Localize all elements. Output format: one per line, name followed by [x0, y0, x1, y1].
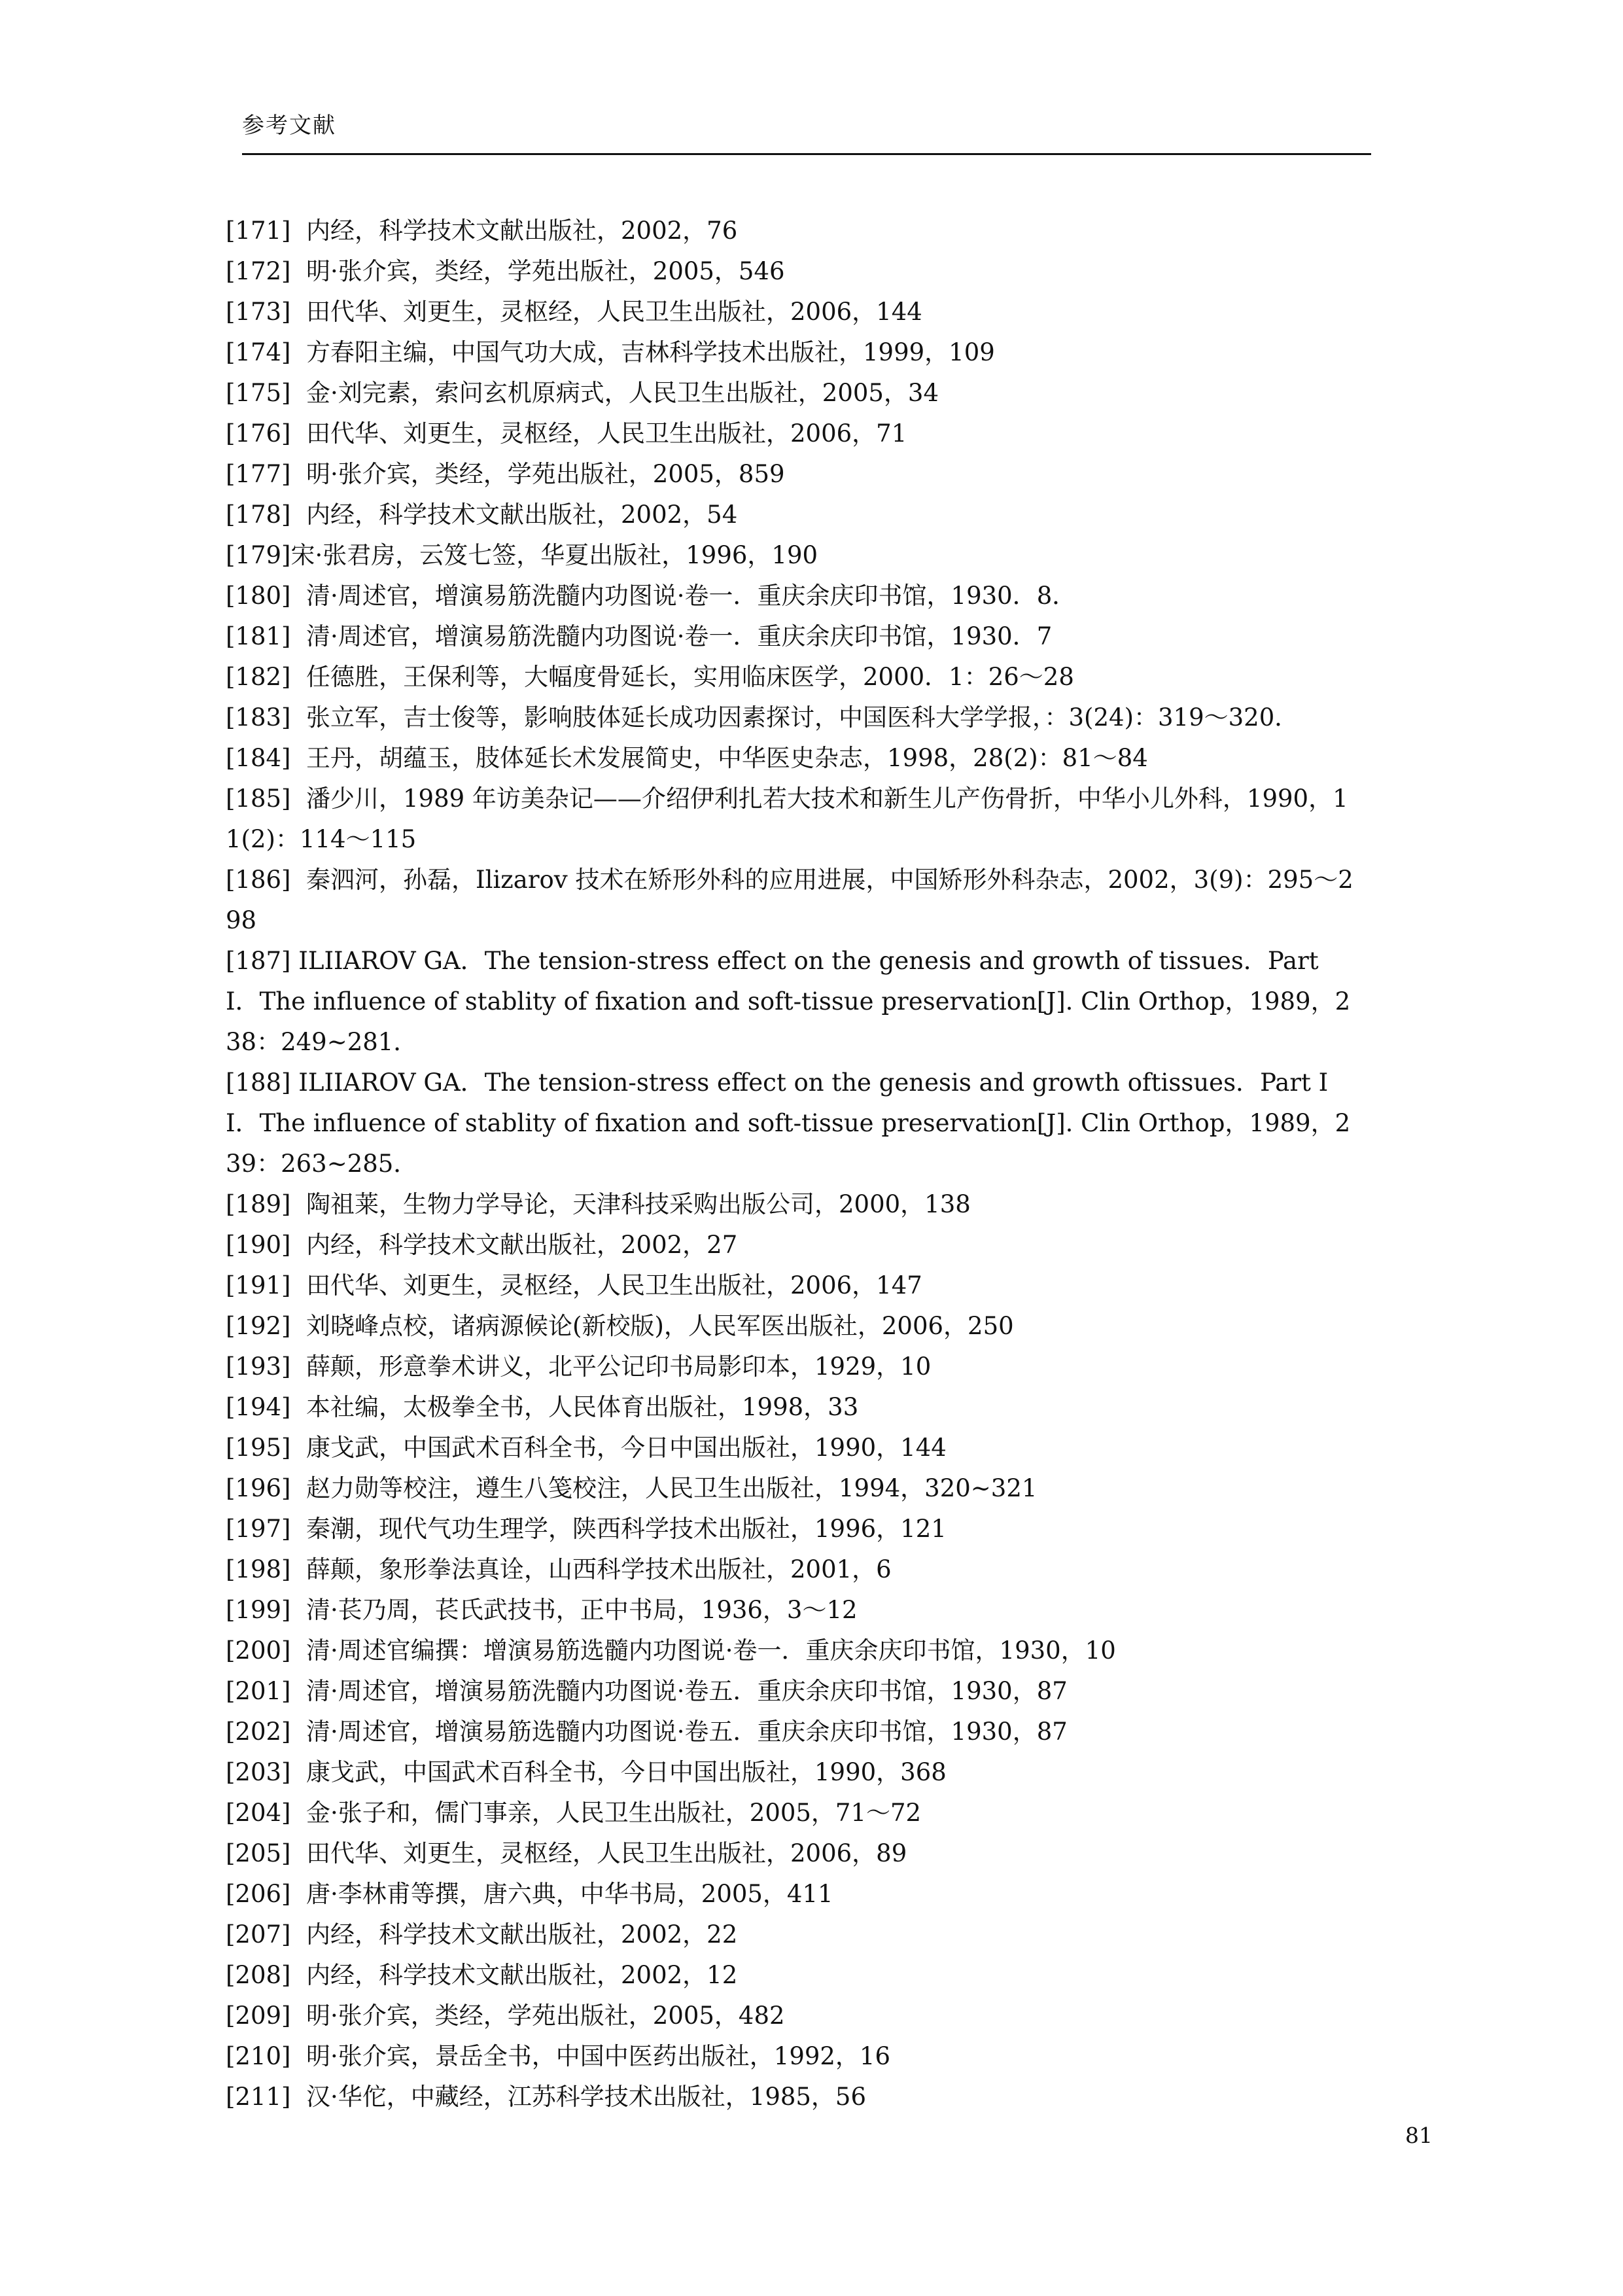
reference-item: [184] 王丹，胡蕴玉，肢体延长术发展简史，中华医史杂志，1998，28(2)：81～84	[226, 744, 1148, 772]
reference-item: [197] 秦潮，现代气功生理学，陕西科学技术出版社，1996，121	[226, 1515, 947, 1543]
reference-item: [187] ILIIAROV GA．The tension-stress effect on the genesis and growth of tissues．Part I．The influence of stablity of fixation and soft-tissue preservation[J]. Clin Orthop，1989，238：249~281．	[226, 947, 1351, 1056]
reference-item: [205] 田代华、刘更生，灵枢经，人民卫生出版社，2006，89	[226, 1839, 907, 1867]
reference-item: [209] 明·张介宾，类经，学苑出版社，2005，482	[226, 2002, 785, 2030]
page-header	[242, 113, 1371, 155]
reference-item: [203] 康戈武，中国武术百科全书，今日中国出版社，1990，368	[226, 1758, 947, 1786]
reference-item: [190] 内经，科学技术文献出版社，2002，27	[226, 1231, 738, 1259]
reference-item: [186] 秦泗河，孙磊，Ilizarov 技术在矫形外科的应用进展，中国矫形外科杂志，2002，3(9)：295～298	[226, 866, 1353, 934]
reference-item: [178] 内经，科学技术文献出版社，2002，54	[226, 501, 738, 529]
reference-item: [175] 金·刘完素，索问玄机原病式，人民卫生出版社，2005，34	[226, 379, 939, 407]
reference-item: [182] 任德胜，王保利等，大幅度骨延长，实用临床医学，2000．1：26～28	[226, 663, 1074, 691]
reference-item: [192] 刘晓峰点校，诸病源候论(新校版)，人民军医出版社，2006，250	[226, 1312, 1014, 1340]
reference-item: [171] 内经，科学技术文献出版社，2002，76	[226, 217, 738, 245]
reference-item: [193] 薛颠，形意拳术讲义，北平公记印书局影印本，1929，10	[226, 1352, 932, 1381]
section-title: 参考文献	[242, 113, 336, 139]
reference-item: [176] 田代华、刘更生，灵枢经，人民卫生出版社，2006，71	[226, 419, 907, 448]
reference-item: [211] 汉·华佗，中藏经，江苏科学技术出版社，1985，56	[226, 2083, 867, 2111]
reference-item: [195] 康戈武，中国武术百科全书，今日中国出版社，1990，144	[226, 1434, 947, 1462]
reference-item: [204] 金·张子和，儒门事亲，人民卫生出版社，2005，71～72	[226, 1799, 922, 1827]
reference-item: [183] 张立军，吉士俊等，影响肢体延长成功因素探讨，中国医科大学学报，：3(24)：319～320．	[226, 703, 1299, 732]
reference-item: [210] 明·张介宾，景岳全书，中国中医药出版社，1992，16	[226, 2042, 891, 2070]
reference-item: [200] 清·周述官编撰：增演易筋选髓内功图说·卷一．重庆余庆印书馆，1930，10	[226, 1636, 1116, 1665]
reference-item: [185] 潘少川，1989 年访美杂记——介绍伊利扎若大技术和新生儿产伤骨折，中华小儿外科，1990，11(2)：114～115	[226, 785, 1348, 853]
reference-item: [172] 明·张介宾，类经，学苑出版社，2005，546	[226, 257, 785, 285]
reference-item: [201] 清·周述官，增演易筋洗髓内功图说·卷五．重庆余庆印书馆，1930，87	[226, 1677, 1068, 1705]
reference-item: [173] 田代华、刘更生，灵枢经，人民卫生出版社，2006，144	[226, 298, 922, 326]
reference-item: [177] 明·张介宾，类经，学苑出版社，2005，859	[226, 460, 785, 488]
reference-item: [179]宋·张君房，云笈七签，华夏出版社，1996，190	[226, 541, 818, 569]
reference-item: [188] ILIIAROV GA．The tension-stress effect on the genesis and growth oftissues．Part II．The influence of stablity of fixation and soft-tissue preservation[J]. Clin Orthop，1989，239：263~285．	[226, 1069, 1351, 1178]
reference-item: [181] 清·周述官，增演易筋洗髓内功图说·卷一．重庆余庆印书馆，1930．7	[226, 622, 1053, 650]
reference-item: [206] 唐·李林甫等撰，唐六典，中华书局，2005，411	[226, 1880, 833, 1908]
reference-item: [189] 陶祖莱，生物力学导论，天津科技采购出版公司，2000，138	[226, 1190, 971, 1218]
reference-item: [196] 赵力勋等校注，遵生八笺校注，人民卫生出版社，1994，320~321	[226, 1474, 1038, 1502]
reference-item: [208] 内经，科学技术文献出版社，2002，12	[226, 1961, 738, 1989]
reference-item: [194] 本社编，太极拳全书，人民体育出版社，1998，33	[226, 1393, 859, 1421]
reference-item: [191] 田代华、刘更生，灵枢经，人民卫生出版社，2006，147	[226, 1271, 922, 1299]
reference-item: [207] 内经，科学技术文献出版社，2002，22	[226, 1920, 738, 1949]
reference-item: [199] 清·苌乃周，苌氏武技书，正中书局，1936，3～12	[226, 1596, 858, 1624]
reference-item: [174] 方春阳主编，中国气功大成，吉林科学技术出版社，1999，109	[226, 338, 995, 366]
reference-item: [202] 清·周述官，增演易筋选髓内功图说·卷五．重庆余庆印书馆，1930，87	[226, 1718, 1068, 1746]
reference-item: [180] 清·周述官，增演易筋洗髓内功图说·卷一．重庆余庆印书馆，1930．8．	[226, 582, 1077, 610]
reference-list	[226, 211, 1357, 2117]
page-number: 81	[1405, 2123, 1433, 2148]
reference-item: [198] 薛颠，象形拳法真诠，山西科学技术出版社，2001，6	[226, 1555, 892, 1583]
